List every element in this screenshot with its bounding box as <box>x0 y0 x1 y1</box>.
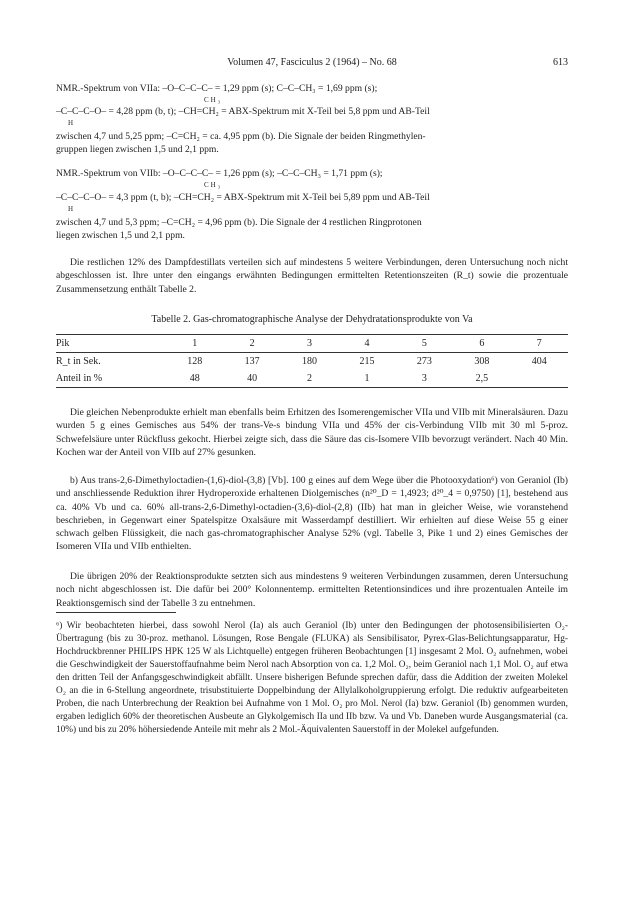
table-cell: 308 <box>453 353 510 371</box>
table-2-caption: Tabelle 2. Gas-chromatographische Analyse der Dehydratationsprodukte von Va <box>151 314 473 325</box>
table-cell: R_t in Sek. <box>56 353 166 371</box>
paragraph-byproducts: Die gleichen Nebenprodukte erhielt man ebenfalls beim Erhitzen des Isomerengemischer VIIa und VIIb mit Mineralsäuren. Dazu wurden 5 g eines Gemisches aus 54% der trans-Ve-s bindung VIIa und 45% der cis-Verbindung VIIb mit 30 ml 5-proz. Schwefelsäure unter Rückfluss gekocht. Hierbei zeigte sich, dass die Säure das cis-Isomere VIIb bevorzugt verändert. Nach 40 Min. Kochen war der Anteil von VIIb auf 27% gesunken. <box>56 407 568 458</box>
table-cell: 273 <box>396 353 453 371</box>
table-cell: 48 <box>166 370 223 388</box>
table-cell: 137 <box>223 353 280 371</box>
table-cell: 215 <box>338 353 395 371</box>
table-cell: 3 <box>281 335 338 353</box>
running-header <box>56 56 568 70</box>
paragraph-remaining: Die übrigen 20% der Reaktionsprodukte setzten sich aus mindestens 9 weiteren Verbindungen zusammen, deren Untersuchung noch nicht abgeschlossen ist. Die dafür bei 200° Kolonnentemp. ermittelten Retentionsindices und ihre prozentualen Anteile im Reaktionsgemisch sind der Tabelle 3 zu entnehmen. <box>56 571 568 609</box>
table-cell: 404 <box>511 353 568 371</box>
nmr-viib-line-1: NMR.-Spektrum von VIIb: –O–C–C–C– = 1,26 ppm (s); –C–C–CH₃ = 1,71 ppm (s); <box>56 168 383 179</box>
table-cell: 3 <box>396 370 453 388</box>
table-cell: 2 <box>281 370 338 388</box>
table-cell <box>511 370 568 388</box>
table-row <box>56 353 568 371</box>
table-row <box>56 335 568 353</box>
nmr-viia-line-4: gruppen liegen zwischen 1,5 und 2,1 ppm. <box>56 144 219 155</box>
nmr-viib-line-2: –C–C–C–O– = 4,3 ppm (t, b); –CH=CH₂ = ABX-Spektrum mit X-Teil bei 5,89 ppm und AB-Teil <box>56 192 430 203</box>
nmr-viia-ch3: CH₃ <box>204 96 223 104</box>
nmr-viia-line-2: –C–C–C–O– = 4,28 ppm (b, t); –CH=CH₂ = ABX-Spektrum mit X-Teil bei 5,8 ppm und AB-Teil <box>56 106 430 117</box>
table-row <box>56 370 568 388</box>
table-cell: 2,5 <box>453 370 510 388</box>
nmr-viib-line-3: zwischen 4,7 und 5,3 ppm; –C=CH₂ = 4,96 ppm (b). Die Signale der 4 restlichen Ringprotonen <box>56 217 422 228</box>
table-cell: Anteil in % <box>56 370 166 388</box>
page-number: 613 <box>553 57 568 68</box>
footnote-6: ⁶) Wir beobachteten hierbei, dass sowohl Nerol (Ia) als auch Geraniol (Ib) unter den Bedingungen der photosensibilisierten O₂-Übertragung (bis zu 30-proz. methanol. Lösungen, Rose Bengale (FLUKA) als Sensibilisator, Pyrex-Glas-Belichtungsapparatur, Hg-Hochdruckbrenner PHILIPS HPK 125 W als Lichtquelle) entgegen früheren Beobachtungen [1] insgesamt 2 Mol. O₂ aufnehmen, wobei die Geschwindigkeit der Sauerstoffaufnahme beim Nerol nach Absorption von ca. 1,2 Mol. O₂, beim Geraniol nach 1,1 Mol. O₂ auf etwa den dritten Teil der Anfangsgeschwindigkeit abfällt. Unsere bisherigen Befunde sprechen dafür, dass die Addition der zweiten Molekel O₂ an die in 6-Stellung angeordnete, trisubstituierte Doppelbindung der Allylalkoholgruppierung erfolgt. Die reduktiv aufgearbeiteten Proben, die nach Unterbrechung der Reaktion bei Aufnahme von 1 Mol. O₂ pro Mol. Nerol (Ia) bzw. Geraniol (Ib) genommen wurden, ergaben lediglich 60% der theoretischen Ausbeute an Glykolgemisch IIa und IIb bzw. Va und Vb. Daneben wurde Ausgangsmaterial (ca. 10%) und bis zu 20% höhersiedende Anteile mit mehr als 2 Mol.-Äquivalenten Sauerstoff in der Molekel aufgefunden. <box>56 621 568 735</box>
nmr-viib-h: H <box>68 205 76 213</box>
table-2 <box>56 334 568 388</box>
paragraph-section-b: b) Aus trans-2,6-Dimethyloctadien-(1,6)-diol-(3,8) [Vb]. 100 g eines auf dem Wege über die Photooxydation⁶) von Geraniol (Ib) und anschliessende Reduktion ihrer Hydroperoxide erhaltenen Diolgemisches (n²⁰_D = 1,4923; d²⁰_4 = 0,9750) [1], bestehend aus ca. 40% Vb und ca. 60% all-trans-2,6-Dimethyl-octadien-(3,6)-diol-(2,8) (IIb) hat man in gleicher Weise, wie voranstehend beschrieben, in Gegenwart einer Spatelspitze Oxalsäure mit Wasserdampf destilliert. Wir erhielten auf diese Weise 55 g einer schwach gelben Flüssigkeit, die nach gas-chromatographischer Analyse 52% (vgl. Tabelle 3, Pike 1 und 2) eines Gemisches der Isomeren VIIa und VIIb enthielten. <box>56 475 568 553</box>
table-cell: 2 <box>223 335 280 353</box>
table-cell: 6 <box>453 335 510 353</box>
footnote-divider <box>56 612 176 613</box>
nmr-viib-ch3: CH₃ <box>204 181 223 189</box>
table-cell: 128 <box>166 353 223 371</box>
nmr-viib-line-4: liegen zwischen 1,5 und 2,1 ppm. <box>56 230 185 241</box>
paragraph-residues: Die restlichen 12% des Dampfdestillats verteilen sich auf mindestens 5 weitere Verbindungen, deren Untersuchung noch nicht abgeschlossen ist. Ihre unter den eingangs erwähnten Bedingungen ermittelten Retentionszeiten (R_t) sowie die prozentuale Zusammensetzung enthält Tabelle 2. <box>56 257 568 295</box>
table-cell: 7 <box>511 335 568 353</box>
nmr-viia-h: H <box>68 119 76 127</box>
table-cell: 1 <box>166 335 223 353</box>
nmr-viia-line-1: NMR.-Spektrum von VIIa: –O–C–C–C– = 1,29 ppm (s); C–C–CH₃ = 1,69 ppm (s); <box>56 83 378 94</box>
nmr-viia-line-3: zwischen 4,7 und 5,25 ppm; –C=CH₂ = ca. 4,95 ppm (b). Die Signale der beiden Ringmethylen- <box>56 131 426 142</box>
table-cell: 180 <box>281 353 338 371</box>
journal-volume: Volumen 47, Fasciculus 2 (1964) – No. 68 <box>227 57 397 68</box>
table-cell: 40 <box>223 370 280 388</box>
table-cell: 1 <box>338 370 395 388</box>
table-cell: 4 <box>338 335 395 353</box>
table-cell: 5 <box>396 335 453 353</box>
table-cell: Pik <box>56 335 166 353</box>
